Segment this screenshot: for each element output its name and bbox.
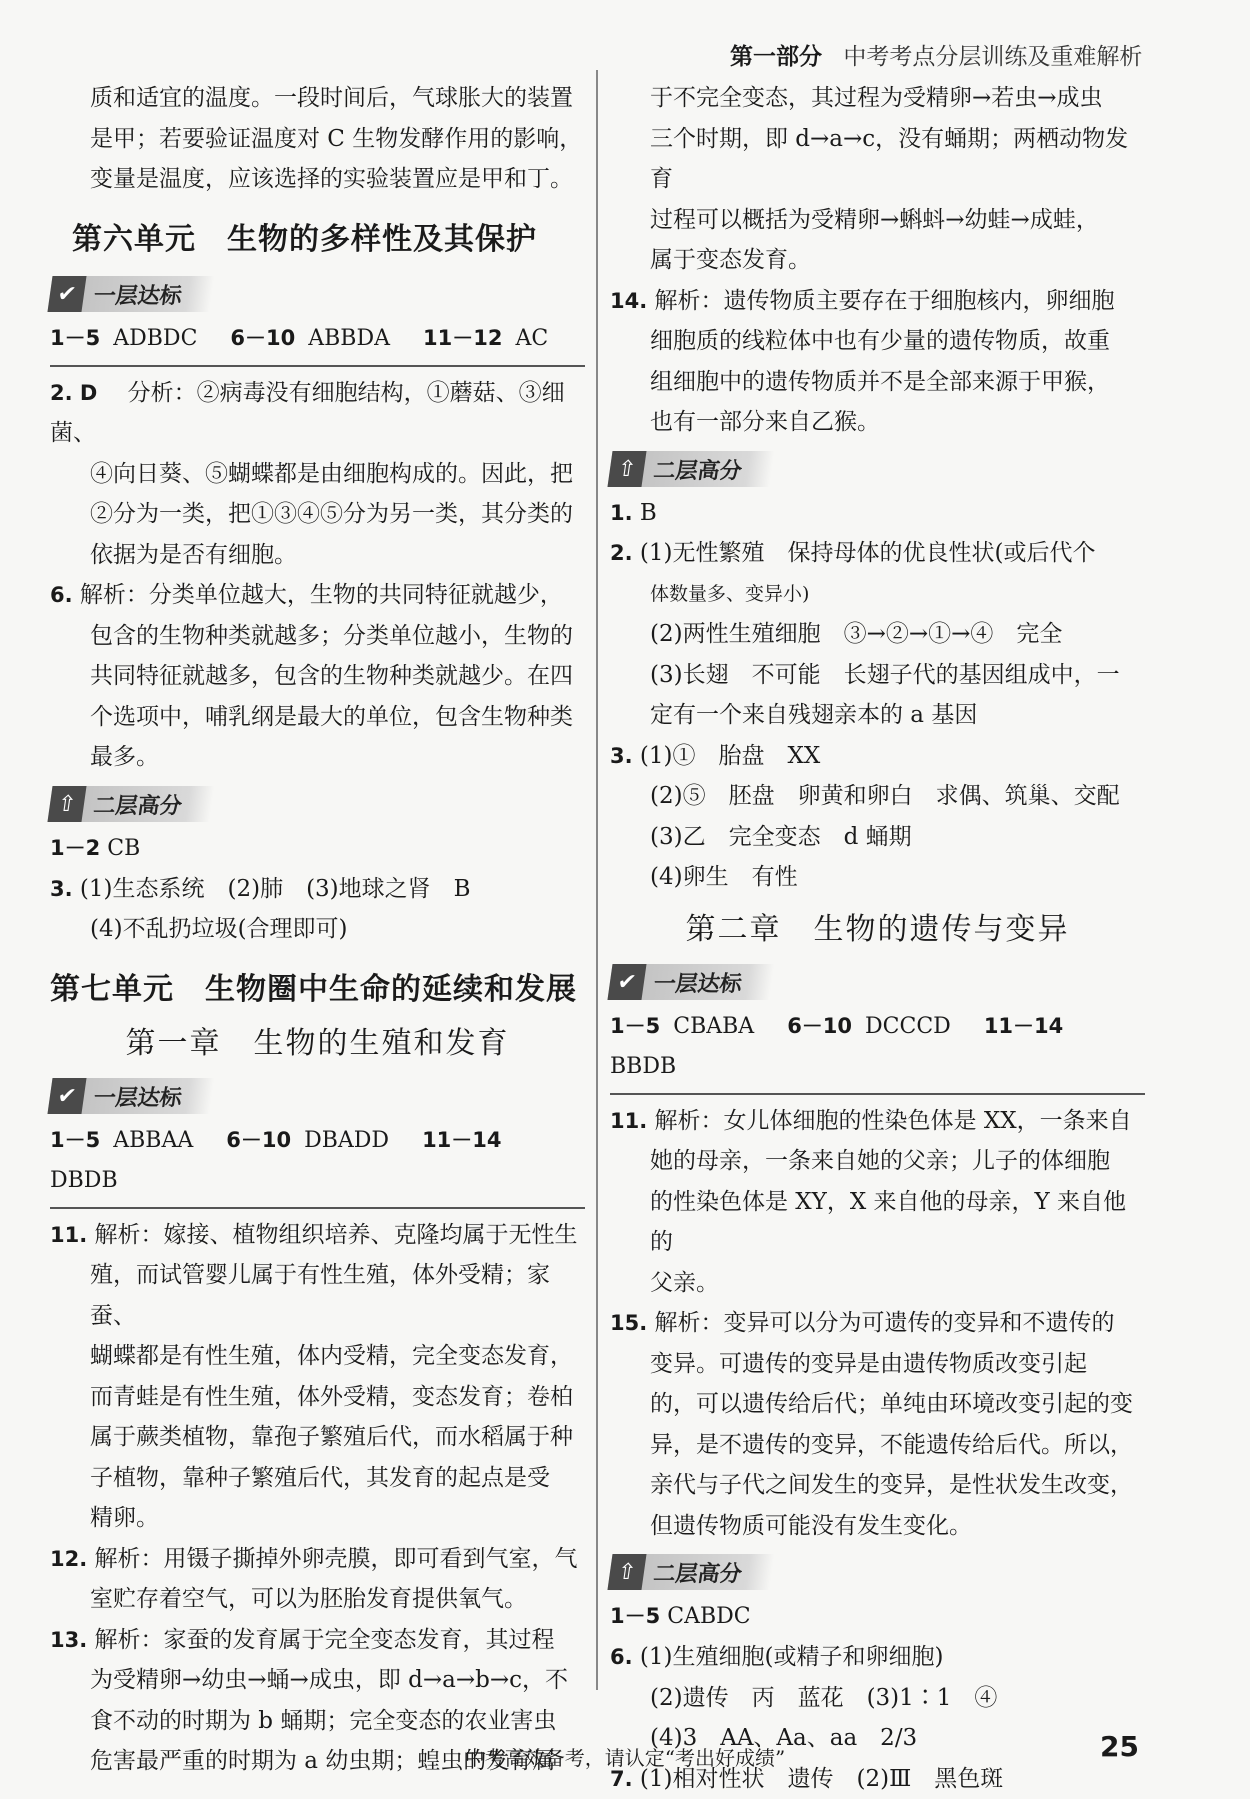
answer-values: DCCCD: [865, 1014, 951, 1039]
answer-range: 11－12: [423, 326, 502, 350]
level-badge: [607, 964, 774, 1000]
question-line: [50, 1620, 585, 1661]
answer-values: AC: [515, 326, 548, 351]
right-column: [610, 78, 1145, 1799]
answer-values: B: [640, 500, 657, 526]
question-line: [610, 1637, 1145, 1678]
question-number: 3.: [50, 877, 73, 901]
question-number: 12.: [50, 1547, 87, 1571]
text-line: 最多。: [50, 737, 585, 778]
text-line: (4)不乱扔垃圾(合理即可): [50, 909, 585, 950]
question-number: 6.: [50, 583, 73, 607]
question-number: 3.: [610, 744, 633, 768]
text-line: 体数量多、变异小): [610, 574, 1145, 615]
text-line: (1)生殖细胞(或精子和卵细胞): [640, 1644, 944, 1670]
chapter2-title: 第二章 生物的遗传与变异: [610, 904, 1145, 948]
text-line: 也有一部分来自乙猴。: [610, 402, 1145, 443]
badge-label: 二层高分: [652, 453, 744, 484]
level-badge: [607, 1554, 774, 1590]
page-header: [730, 38, 1150, 71]
answer-values: DBADD: [304, 1128, 389, 1153]
text-line: (1)生态系统 (2)肺 (3)地球之肾 B: [80, 876, 471, 902]
arrow-up-icon: ⇧: [607, 451, 646, 487]
badge-label: 一层达标: [92, 278, 184, 309]
text-line: 精卵。: [50, 1498, 585, 1539]
level-badge: [47, 786, 214, 822]
question-line: [610, 493, 1145, 534]
question-number: 2.: [610, 541, 633, 565]
answer-values: ADBDC: [113, 326, 197, 351]
text-line: 个选项中，哺乳纲是最大的单位，包含生物种类: [50, 697, 585, 738]
answer-values: CB: [107, 836, 140, 861]
text-line: 是甲；若要验证温度对 C 生物发酵作用的影响，: [50, 119, 585, 160]
text-line: 质和适宜的温度。一段时间后，气球胀大的装置: [50, 78, 585, 119]
question-number: 11.: [610, 1109, 647, 1133]
text-line: 三个时期，即 d→a→c，没有蛹期；两栖动物发育: [610, 119, 1145, 200]
text-line: 过程可以概括为受精卵→蝌蚪→幼蛙→成蛙，: [610, 200, 1145, 241]
column-divider: [596, 70, 598, 1690]
text-line: 她的母亲，一条来自她的父亲；儿子的体细胞: [610, 1141, 1145, 1182]
header-title: 中考考点分层训练及重难解析: [843, 44, 1142, 70]
text-line: 为受精卵→幼虫→蛹→成虫，即 d→a→b→c，不: [50, 1660, 585, 1701]
text-line: 组细胞中的遗传物质并不是全部来源于甲猴，: [610, 362, 1145, 403]
text-line: 殖，而试管婴儿属于有性生殖，体外受精；家蚕、: [50, 1255, 585, 1336]
question-number: 13.: [50, 1628, 87, 1652]
question-number: 11.: [50, 1223, 87, 1247]
answer-range: 1－2: [50, 836, 100, 860]
question-line: [50, 373, 585, 454]
text-line: 变异。可遗传的变异是由遗传物质改变引起: [610, 1344, 1145, 1385]
text-line: 危害最严重的时期为 a 幼虫期；蝗虫的发育属: [50, 1741, 585, 1782]
text-line: 解析：变异可以分为可遗传的变异和不遗传的: [655, 1310, 1115, 1336]
answer-range: 6－10: [230, 326, 295, 350]
page-number: 25: [1100, 1730, 1139, 1763]
question-number: 14.: [610, 289, 647, 313]
text-line: ④向日葵、⑤蝴蝶都是由细胞构成的。因此，把: [50, 454, 585, 495]
text-line: 的性染色体是 XY，X 来自他的母亲，Y 来自他的: [610, 1182, 1145, 1263]
answer-line: [50, 1120, 585, 1209]
text-line: 属于蕨类植物，靠孢子繁殖后代，而水稻属于种: [50, 1417, 585, 1458]
text-line: 室贮存着空气，可以为胚胎发育提供氧气。: [50, 1579, 585, 1620]
answer-range: 1－5: [610, 1604, 660, 1628]
text-line: 父亲。: [610, 1263, 1145, 1304]
answer-range: 6－10: [787, 1014, 852, 1038]
question-number: 7.: [610, 1767, 633, 1791]
check-icon: ✔: [47, 276, 86, 312]
badge-label: 二层高分: [92, 788, 184, 819]
badge-label: 二层高分: [652, 1557, 744, 1588]
arrow-up-icon: ⇧: [607, 1554, 646, 1590]
question-line: [50, 575, 585, 616]
answer-range: 6－10: [226, 1128, 291, 1152]
question-line: [610, 736, 1145, 777]
question-line: [610, 281, 1145, 322]
badge-label: 一层达标: [652, 966, 744, 997]
answer-line: [50, 828, 585, 869]
answer-values: ABBAA: [113, 1128, 193, 1153]
text-line: (3)乙 完全变态 d 蛹期: [610, 817, 1145, 858]
text-line: 解析：分类单位越大，生物的共同特征就越少，: [80, 582, 563, 608]
answer-line: [50, 318, 585, 367]
answer-line: [610, 1596, 1145, 1637]
text-line: (4)3 AA、Aa、aa 2/3: [610, 1718, 1145, 1759]
unit7-title: 第七单元 生物圈中生命的延续和发展: [50, 964, 585, 1008]
question-line: [50, 1215, 585, 1256]
answer-range: 11－14: [422, 1128, 501, 1152]
answer-range: 1－5: [610, 1014, 660, 1038]
header-part: 第一部分: [730, 44, 822, 70]
text-line: 解析：家蚕的发育属于完全变态发育，其过程: [95, 1627, 555, 1653]
answer-values: DBDB: [50, 1168, 118, 1193]
question-number: 6.: [610, 1645, 633, 1669]
question-number: 15.: [610, 1311, 647, 1335]
text-line: 共同特征就越多，包含的生物种类就越少。在四: [50, 656, 585, 697]
answer-values: ABBDA: [308, 326, 390, 351]
text-line: 解析：女儿体细胞的性染色体是 XX，一条来自: [655, 1108, 1132, 1134]
text-line: ②分为一类，把①③④⑤分为另一类，其分类的: [50, 494, 585, 535]
answer-range: 1－5: [50, 326, 100, 350]
answer-values: BBDB: [610, 1054, 676, 1079]
unit6-title: 第六单元 生物的多样性及其保护: [72, 214, 585, 258]
question-line: [610, 1303, 1145, 1344]
arrow-up-icon: ⇧: [47, 786, 86, 822]
text-line: 依据为是否有细胞。: [50, 535, 585, 576]
badge-label: 一层达标: [92, 1080, 184, 1111]
answer-values: CABDC: [667, 1604, 750, 1629]
text-line: 属于变态发育。: [610, 240, 1145, 281]
text-line: 分析：②病毒没有细胞结构，①蘑菇、③细菌、: [50, 380, 565, 447]
text-line: (2)两性生殖细胞 ③→②→①→④ 完全: [610, 614, 1145, 655]
text-line: 亲代与子代之间发生的变异，是性状发生改变，: [610, 1465, 1145, 1506]
text-line: (1)① 胎盘 XX: [640, 743, 820, 769]
text-line: 解析：遗传物质主要存在于细胞核内，卵细胞: [655, 288, 1115, 314]
text-line: 子植物，靠种子繁殖后代，其发育的起点是受: [50, 1458, 585, 1499]
answer-values: CBABA: [673, 1014, 754, 1039]
text-line: 细胞质的线粒体中也有少量的遗传物质，故重: [610, 321, 1145, 362]
left-column: [50, 78, 585, 1782]
text-line: 定有一个来自残翅亲本的 a 基因: [610, 695, 1145, 736]
text-line: 的，可以遗传给后代；单纯由环境改变引起的变: [610, 1384, 1145, 1425]
question-line: [50, 869, 585, 910]
answer-range: 1－5: [50, 1128, 100, 1152]
question-number: 2. D: [50, 381, 97, 405]
text-line: 但遗传物质可能没有发生变化。: [610, 1506, 1145, 1547]
level-badge: [47, 1078, 214, 1114]
question-line: [610, 1101, 1145, 1142]
chapter1-title: 第一章 生物的生殖和发育: [50, 1018, 585, 1062]
footer-slogan: 中考高效备考，请认定“考出好成绩”: [0, 1742, 1250, 1771]
text-line: (4)卵生 有性: [610, 857, 1145, 898]
text-line: 解析：用镊子撕掉外卵壳膜，即可看到气室，气: [95, 1546, 578, 1572]
text-line: 变量是温度，应该选择的实验装置应是甲和丁。: [50, 159, 585, 200]
check-icon: ✔: [607, 964, 646, 1000]
text-line: 异，是不遗传的变异，不能遗传给后代。所以，: [610, 1425, 1145, 1466]
question-number: 1.: [610, 501, 633, 525]
text-line: (1)相对性状 遗传 (2)Ⅲ 黑色斑: [640, 1766, 1003, 1792]
check-icon: ✔: [47, 1078, 86, 1114]
level-badge: [47, 276, 214, 312]
text-line: (2)⑤ 胚盘 卵黄和卵白 求偶、筑巢、交配: [610, 776, 1145, 817]
answer-range: 11－14: [984, 1014, 1063, 1038]
text-line: 包含的生物种类就越多；分类单位越小，生物的: [50, 616, 585, 657]
question-line: [50, 1539, 585, 1580]
text-line: (2)遗传 丙 蓝花 (3)1∶1 ④: [610, 1678, 1145, 1719]
level-badge: [607, 451, 774, 487]
text-line: 于不完全变态，其过程为受精卵→若虫→成虫: [610, 78, 1145, 119]
text-line: 而青蛙是有性生殖，体外受精，变态发育；卷柏: [50, 1377, 585, 1418]
text-line: 蝴蝶都是有性生殖，体内受精，完全变态发育，: [50, 1336, 585, 1377]
text-line: 食不动的时期为 b 蛹期；完全变态的农业害虫: [50, 1701, 585, 1742]
question-line: [610, 533, 1145, 574]
text-line: (1)无性繁殖 保持母体的优良性状(或后代个: [640, 540, 1096, 566]
text-line: (3)长翅 不可能 长翅子代的基因组成中，一: [610, 655, 1145, 696]
text-line: 解析：嫁接、植物组织培养、克隆均属于无性生: [95, 1222, 578, 1248]
answer-line: [610, 1006, 1145, 1095]
